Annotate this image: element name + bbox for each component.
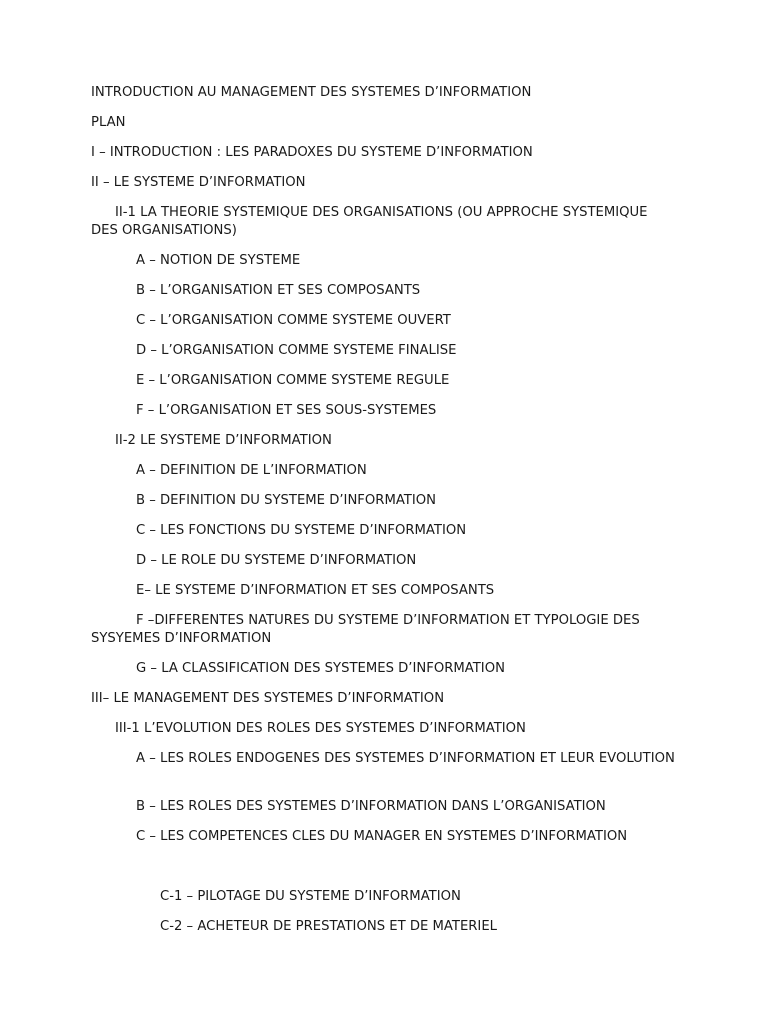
- toc-item: E – L’ORGANISATION COMME SYSTEME REGULE: [136, 373, 450, 388]
- toc-item: C – L’ORGANISATION COMME SYSTEME OUVERT: [136, 313, 451, 328]
- toc-item: D – L’ORGANISATION COMME SYSTEME FINALISE: [136, 343, 457, 358]
- toc-item: III– LE MANAGEMENT DES SYSTEMES D’INFORMATION: [91, 691, 445, 706]
- toc-item: A – LES ROLES ENDOGENES DES SYSTEMES D’INFORMATION ET LEUR EVOLUTION: [136, 751, 675, 766]
- toc-item: B – L’ORGANISATION ET SES COMPOSANTS: [136, 283, 421, 298]
- toc-item: C-2 – ACHETEUR DE PRESTATIONS ET DE MATERIEL: [160, 919, 498, 934]
- toc-item: C-1 – PILOTAGE DU SYSTEME D’INFORMATION: [160, 889, 461, 904]
- toc-item: F – L’ORGANISATION ET SES SOUS-SYSTEMES: [136, 403, 437, 418]
- toc-item: D – LE ROLE DU SYSTEME D’INFORMATION: [136, 553, 417, 568]
- toc-item: III-1 L’EVOLUTION DES ROLES DES SYSTEMES D’INFORMATION: [115, 721, 526, 736]
- toc-item: A – NOTION DE SYSTEME: [136, 253, 301, 268]
- toc-item: II – LE SYSTEME D’INFORMATION: [91, 175, 306, 190]
- toc-item: C – LES FONCTIONS DU SYSTEME D’INFORMATION: [136, 523, 467, 538]
- document-title: INTRODUCTION AU MANAGEMENT DES SYSTEMES D’INFORMATION: [91, 85, 532, 100]
- plan-heading: PLAN: [91, 115, 126, 130]
- toc-item: B – DEFINITION DU SYSTEME D’INFORMATION: [136, 493, 437, 508]
- toc-item: E– LE SYSTEME D’INFORMATION ET SES COMPOSANTS: [136, 583, 495, 598]
- toc-item: II-2 LE SYSTEME D’INFORMATION: [115, 433, 332, 448]
- toc-item: I – INTRODUCTION : LES PARADOXES DU SYSTEME D’INFORMATION: [91, 145, 533, 160]
- toc-item: C – LES COMPETENCES CLES DU MANAGER EN SYSTEMES D’INFORMATION: [136, 829, 628, 844]
- toc-item: A – DEFINITION DE L’INFORMATION: [136, 463, 367, 478]
- toc-item: II-1 LA THEORIE SYSTEMIQUE DES ORGANISATIONS (OU APPROCHE SYSTEMIQUE DES ORGANISATIONS): [91, 205, 648, 238]
- toc-item: G – LA CLASSIFICATION DES SYSTEMES D’INFORMATION: [136, 661, 505, 676]
- toc-item: F –DIFFERENTES NATURES DU SYSTEME D’INFORMATION ET TYPOLOGIE DES SYSYEMES D’INFORMATION: [91, 613, 640, 646]
- toc-item: B – LES ROLES DES SYSTEMES D’INFORMATION DANS L’ORGANISATION: [136, 799, 606, 814]
